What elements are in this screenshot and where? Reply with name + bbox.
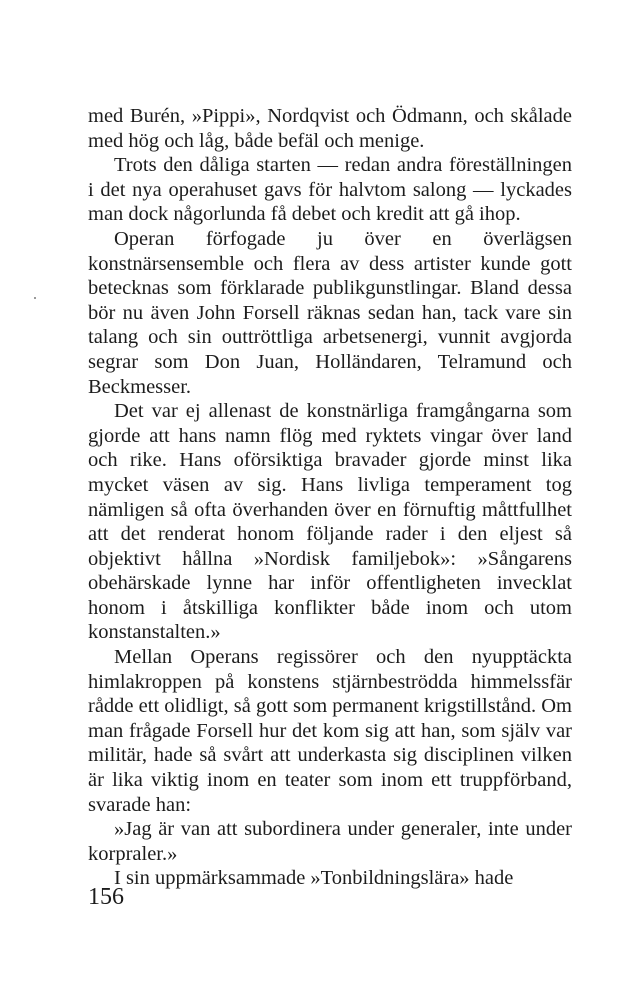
paragraph: Mellan Operans regissörer och den nyupptäckta himlakroppen på konstens stjärnbeströdda himmelssfär rådde ett olidligt, så gott som permanent krigstillstånd. Om man frågade Forsell hur det kom sig att han, som själv var militär, hade så svårt att underkasta sig disciplinen vilken är lika viktig inom en teater som inom ett truppförband, svarade han: <box>88 646 572 816</box>
paragraph-continued: med Burén, »Pippi», Nordqvist och Ödmann, och skålade med hög och låg, både befäl och menige. <box>88 105 572 152</box>
paragraph: Det var ej allenast de konstnärliga framgångarna som gjorde att hans namn flög med ryktets vingar över land och rike. Hans oförsiktiga bravader gjorde minst lika mycket väsen av sig. Hans livliga temperament tog nämligen så ofta överhanden över en förnuftig måttfullhet att det renderat honom följande rader i den eljest så objektivt hållna »Nordisk familjebok»: »Sångarens obehärskade lynne har inför offentligheten invecklat honom i åtskilliga konflikter både inom och utom konstanstalten.» <box>88 400 572 644</box>
print-speck <box>34 297 36 299</box>
paragraph: Operan förfogade ju över en överlägsen konstnärsensemble och flera av dess artister kunde gott betecknas som förklarade publikgunstlingar. Bland dessa bör nu även John Forsell räknas sedan han, tack vare sin talang och sin outtröttliga arbetsenergi, vunnit avgjorda segrar som Don Juan, Holländaren, Telramund och Beckmesser. <box>88 227 572 398</box>
body-text <box>88 104 572 891</box>
paragraph: Trots den dåliga starten — redan andra föreställningen i det nya operahuset gavs för halvtom salong — lyckades man dock någorlunda få debet och kredit att gå ihop. <box>88 154 572 226</box>
paragraph: I sin uppmärksammade »Tonbildningslära» hade <box>114 867 514 890</box>
page-number: 156 <box>88 884 124 910</box>
quote-paragraph: »Jag är van att subordinera under generaler, inte under korpraler.» <box>88 818 572 865</box>
